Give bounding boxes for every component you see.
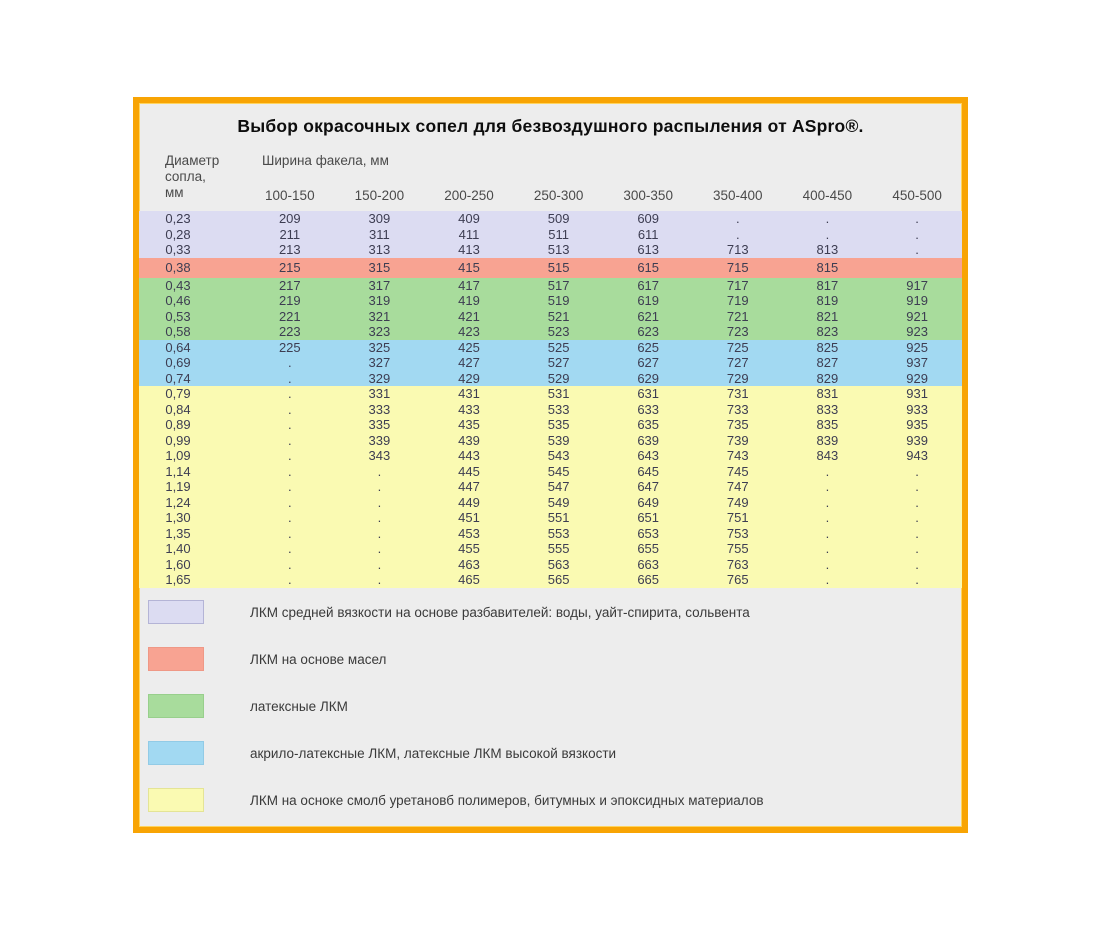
diameter-cell: 0,64 xyxy=(165,339,191,355)
table-cell: 423 xyxy=(458,324,480,340)
table-cell: 529 xyxy=(547,370,570,386)
table-cell: 533 xyxy=(547,401,570,417)
column-header: 350-400 xyxy=(713,187,763,203)
table-cell: 329 xyxy=(368,370,391,386)
table-cell: 935 xyxy=(906,417,928,433)
table-cell: 619 xyxy=(637,293,660,309)
table-cell: . xyxy=(377,556,382,572)
table-cell: 225 xyxy=(278,339,301,355)
diameter-cell: 0,58 xyxy=(165,324,191,340)
table-cell: 655 xyxy=(637,541,660,557)
table-cell: 923 xyxy=(906,324,928,340)
table-cell: . xyxy=(915,556,919,572)
column-header: 400-450 xyxy=(802,187,853,203)
table-cell: 213 xyxy=(278,242,301,258)
table-cell xyxy=(872,258,962,278)
table-row xyxy=(139,340,962,356)
diameter-cell: 0,69 xyxy=(165,355,191,371)
table-row xyxy=(139,448,962,464)
table-cell: 633 xyxy=(637,401,660,417)
table-cell: 325 xyxy=(368,339,391,355)
diameter-cell: 0,53 xyxy=(165,308,191,324)
table-cell: 725 xyxy=(726,339,749,355)
table-cell: . xyxy=(288,541,292,557)
table-cell: 531 xyxy=(547,386,570,402)
row-header-label xyxy=(139,151,245,211)
table-cell: 939 xyxy=(906,432,928,448)
diameter-cell: 1,35 xyxy=(165,525,191,541)
table-cell: . xyxy=(288,386,292,402)
table-row xyxy=(139,510,962,526)
table-cell: 421 xyxy=(458,308,480,324)
diameter-cell: 0,33 xyxy=(165,242,191,258)
diameter-cell: 0,74 xyxy=(165,370,191,386)
table-cell: 831 xyxy=(816,386,839,402)
table-cell: . xyxy=(288,448,292,464)
table-cell: 319 xyxy=(368,293,391,309)
table-cell: . xyxy=(288,494,292,510)
diameter-cell: 1,30 xyxy=(165,510,191,526)
nozzle-chart-card xyxy=(133,97,968,833)
table-cell: 547 xyxy=(547,479,570,495)
table-cell: 753 xyxy=(726,525,749,541)
table-cell: . xyxy=(915,525,919,541)
page-title: Выбор окрасочных сопел для безвоздушного распыления от ASpro®. xyxy=(237,116,864,136)
table-cell: 543 xyxy=(547,448,570,464)
table-row xyxy=(139,371,962,387)
table-cell: 217 xyxy=(278,277,301,293)
table-cell: 621 xyxy=(637,308,660,324)
table-cell: . xyxy=(288,401,292,417)
table-cell: 221 xyxy=(278,308,301,324)
table-cell: 751 xyxy=(726,510,749,526)
table-row xyxy=(139,278,962,294)
col-group-label: Ширина факела, мм xyxy=(262,153,389,168)
table-cell: 721 xyxy=(726,308,749,324)
table-cell: 465 xyxy=(458,572,480,588)
table-row xyxy=(139,258,962,278)
table-cell: . xyxy=(288,432,292,448)
diameter-cell: 1,65 xyxy=(165,572,191,588)
nozzle-table xyxy=(139,151,962,588)
legend-item xyxy=(148,788,962,812)
table-cell: . xyxy=(377,541,382,557)
table-cell: 313 xyxy=(368,242,391,258)
table-cell: 417 xyxy=(458,277,480,293)
table-cell: . xyxy=(915,494,919,510)
table-cell: 723 xyxy=(726,324,749,340)
table-cell: 747 xyxy=(726,479,749,495)
table-cell: 609 xyxy=(637,211,660,227)
table-cell: 549 xyxy=(547,494,570,510)
diameter-cell: 0,46 xyxy=(165,293,191,309)
table-cell: . xyxy=(288,556,292,572)
table-cell: 419 xyxy=(458,293,480,309)
row-header-line: Диаметр xyxy=(165,153,220,168)
legend-item xyxy=(148,741,962,765)
table-cell: . xyxy=(825,479,830,495)
table-cell: 651 xyxy=(637,510,660,526)
table-cell: . xyxy=(377,463,382,479)
table-cell: 413 xyxy=(458,242,480,258)
legend-label: латексные ЛКМ xyxy=(250,698,348,714)
legend-swatch xyxy=(148,788,204,812)
table-cell: 763 xyxy=(726,556,749,572)
legend-item xyxy=(148,694,962,718)
diameter-cell: 0,99 xyxy=(165,432,191,448)
diameter-cell: 0,23 xyxy=(165,211,191,227)
legend-item xyxy=(148,647,962,671)
table-cell: 513 xyxy=(547,242,570,258)
table-cell: 925 xyxy=(906,339,928,355)
table-row xyxy=(139,309,962,325)
table-cell: 515 xyxy=(547,260,570,275)
table-cell: . xyxy=(288,463,292,479)
table-cell: . xyxy=(915,242,919,258)
table-cell: . xyxy=(915,479,919,495)
table-cell: 219 xyxy=(278,293,301,309)
table-cell: 563 xyxy=(547,556,570,572)
column-header: 300-350 xyxy=(623,187,673,203)
table-cell: 411 xyxy=(458,226,480,242)
table-cell: 713 xyxy=(726,242,749,258)
legend-swatch xyxy=(148,647,204,671)
table-cell: . xyxy=(288,572,292,588)
table-cell: 833 xyxy=(816,401,839,417)
table-cell: 823 xyxy=(816,324,839,340)
table-cell: 315 xyxy=(368,260,391,275)
table-cell: 617 xyxy=(637,277,660,293)
table-cell: 321 xyxy=(368,308,391,324)
table-cell: 729 xyxy=(726,370,749,386)
table-cell: . xyxy=(377,510,382,526)
table-header xyxy=(139,151,962,211)
legend xyxy=(148,600,962,812)
table-cell: 835 xyxy=(816,417,839,433)
table-cell: . xyxy=(288,355,292,371)
table-cell: 719 xyxy=(726,293,749,309)
table-cell: 431 xyxy=(458,386,480,402)
legend-label: ЛКМ средней вязкости на основе разбавителей: воды, уайт-спирита, сольвента xyxy=(250,604,750,620)
table-cell: 409 xyxy=(458,211,480,227)
legend-label: ЛКМ на основе масел xyxy=(250,651,387,667)
table-cell: . xyxy=(915,226,919,242)
table-cell: 415 xyxy=(458,260,480,275)
diameter-cell: 1,40 xyxy=(165,541,191,557)
table-cell: 625 xyxy=(637,339,660,355)
table-cell: 649 xyxy=(637,494,660,510)
table-cell: . xyxy=(915,463,919,479)
table-cell: 309 xyxy=(368,211,391,227)
table-cell: 613 xyxy=(637,242,660,258)
table-cell: 611 xyxy=(637,226,659,242)
table-cell: 639 xyxy=(637,432,660,448)
table-cell: . xyxy=(825,525,830,541)
table-cell: . xyxy=(377,525,382,541)
table-cell: . xyxy=(377,572,382,588)
table-cell: 929 xyxy=(906,370,928,386)
table-cell: 745 xyxy=(726,463,749,479)
table-cell: 545 xyxy=(547,463,570,479)
diameter-cell: 0,43 xyxy=(165,277,191,293)
table-cell: 553 xyxy=(547,525,570,541)
table-cell: 943 xyxy=(906,448,928,464)
diameter-cell: 1,19 xyxy=(165,479,191,495)
table-cell: 453 xyxy=(458,525,480,541)
diameter-cell: 0,38 xyxy=(165,260,191,275)
header-label-row xyxy=(139,151,962,183)
table-body xyxy=(139,211,962,588)
table-cell: . xyxy=(288,510,292,526)
table-cell: 327 xyxy=(368,355,391,371)
table-cell: 817 xyxy=(816,277,839,293)
table-row xyxy=(139,417,962,433)
table-cell: 921 xyxy=(906,308,928,324)
table-cell: 623 xyxy=(637,324,660,340)
table-cell: 825 xyxy=(816,339,839,355)
table-cell: 343 xyxy=(368,448,391,464)
table-row xyxy=(139,572,962,588)
table-cell: 933 xyxy=(906,401,928,417)
table-cell: 829 xyxy=(816,370,839,386)
table-cell: 317 xyxy=(368,277,391,293)
table-cell: 631 xyxy=(637,386,660,402)
table-cell: . xyxy=(735,211,740,227)
diameter-cell: 0,28 xyxy=(165,226,191,242)
legend-swatch xyxy=(148,694,204,718)
table-cell: 443 xyxy=(458,448,480,464)
table-cell: 715 xyxy=(726,260,749,275)
table-row xyxy=(139,402,962,418)
legend-label: акрило-латексные ЛКМ, латексные ЛКМ высокой вязкости xyxy=(250,745,617,761)
table-cell: 917 xyxy=(906,277,928,293)
table-cell: 653 xyxy=(637,525,660,541)
table-cell: 733 xyxy=(726,401,749,417)
table-cell: 439 xyxy=(458,432,480,448)
table-cell: 743 xyxy=(726,448,749,464)
table-cell: 323 xyxy=(368,324,391,340)
table-cell: 519 xyxy=(547,293,570,309)
table-cell: . xyxy=(377,494,382,510)
table-cell: . xyxy=(825,510,830,526)
table-cell: 735 xyxy=(726,417,749,433)
table-cell: 215 xyxy=(278,260,301,275)
diameter-cell: 1,09 xyxy=(165,448,191,464)
table-cell: 223 xyxy=(278,324,301,340)
legend-swatch xyxy=(148,741,204,765)
table-cell: 539 xyxy=(547,432,570,448)
table-cell: 525 xyxy=(547,339,570,355)
table-row xyxy=(139,433,962,449)
table-cell: . xyxy=(825,572,830,588)
table-cell: . xyxy=(377,479,382,495)
table-cell: . xyxy=(288,525,292,541)
table-cell: 527 xyxy=(547,355,570,371)
table-cell: . xyxy=(825,463,830,479)
table-cell: 211 xyxy=(279,226,301,242)
table-cell: 555 xyxy=(547,541,570,557)
table-cell: 627 xyxy=(637,355,660,371)
table-cell: 843 xyxy=(816,448,839,464)
table-cell: 919 xyxy=(906,293,928,309)
diameter-cell: 1,24 xyxy=(165,494,191,510)
table-cell: 635 xyxy=(637,417,660,433)
table-cell: 435 xyxy=(458,417,480,433)
table-cell: . xyxy=(825,211,830,227)
table-cell: 425 xyxy=(458,339,480,355)
table-row xyxy=(139,479,962,495)
table-cell: . xyxy=(915,211,919,227)
table-cell: 931 xyxy=(906,386,928,402)
table-cell: 647 xyxy=(637,479,660,495)
table-cell: 523 xyxy=(547,324,570,340)
table-cell: 937 xyxy=(906,355,928,371)
table-cell: 331 xyxy=(368,386,391,402)
table-cell: . xyxy=(825,494,830,510)
table-row xyxy=(139,526,962,542)
table-cell: 335 xyxy=(368,417,391,433)
table-row xyxy=(139,227,962,243)
table-cell: 429 xyxy=(458,370,480,386)
table-cell: 565 xyxy=(547,572,570,588)
table-cell: 749 xyxy=(726,494,749,510)
table-row xyxy=(139,211,962,227)
table-cell: 739 xyxy=(726,432,749,448)
diameter-cell: 1,14 xyxy=(165,463,191,479)
table-row xyxy=(139,557,962,573)
table-row xyxy=(139,541,962,557)
table-cell: 629 xyxy=(637,370,660,386)
row-header-line: сопла, xyxy=(165,169,206,184)
diameter-cell: 0,84 xyxy=(165,401,191,417)
table-cell: 663 xyxy=(637,556,660,572)
table-cell: 765 xyxy=(726,572,749,588)
legend-label: ЛКМ на осноке смолб уретановб полимеров, битумных и эпоксидных материалов xyxy=(250,792,764,808)
table-cell: . xyxy=(825,226,830,242)
row-header-line: мм xyxy=(165,185,184,200)
table-cell: 815 xyxy=(816,260,839,275)
table-cell: 615 xyxy=(637,260,660,275)
table-cell: . xyxy=(735,226,740,242)
table-cell: 511 xyxy=(548,226,569,242)
table-cell: 813 xyxy=(816,242,839,258)
diameter-cell: 0,79 xyxy=(165,386,191,402)
table-cell: 209 xyxy=(278,211,301,227)
table-cell: . xyxy=(288,370,292,386)
table-cell: . xyxy=(288,479,292,495)
table-cell: 551 xyxy=(547,510,570,526)
column-header: 100-150 xyxy=(265,187,315,203)
table-cell: . xyxy=(915,541,919,557)
table-cell: 827 xyxy=(816,355,839,371)
table-cell: . xyxy=(915,510,919,526)
table-cell: 427 xyxy=(458,355,480,371)
column-header-row xyxy=(139,183,962,211)
table-cell: 433 xyxy=(458,401,480,417)
table-cell: 517 xyxy=(547,277,570,293)
table-cell: 645 xyxy=(637,463,660,479)
table-cell: 665 xyxy=(637,572,660,588)
table-cell: 509 xyxy=(547,211,570,227)
table-cell: 819 xyxy=(816,293,839,309)
table-cell: 333 xyxy=(368,401,391,417)
table-cell: 463 xyxy=(458,556,480,572)
table-cell: 339 xyxy=(368,432,391,448)
table-cell: 821 xyxy=(816,308,839,324)
table-row xyxy=(139,242,962,258)
table-cell: 643 xyxy=(637,448,660,464)
table-cell: 535 xyxy=(547,417,570,433)
table-cell: 755 xyxy=(726,541,749,557)
table-cell: 447 xyxy=(458,479,480,495)
table-cell: . xyxy=(288,417,292,433)
column-header: 200-250 xyxy=(444,187,494,203)
table-cell: . xyxy=(825,556,830,572)
legend-swatch xyxy=(148,600,204,624)
table-cell: 521 xyxy=(547,308,570,324)
legend-item xyxy=(148,600,962,624)
table-cell: 727 xyxy=(726,355,749,371)
table-cell: . xyxy=(825,541,830,557)
column-header: 150-200 xyxy=(354,187,405,203)
table-cell: 731 xyxy=(726,386,749,402)
table-cell: 445 xyxy=(458,463,480,479)
table-cell: 451 xyxy=(458,510,480,526)
table-row xyxy=(139,464,962,480)
column-header: 250-300 xyxy=(533,187,584,203)
table-cell: 717 xyxy=(726,277,749,293)
column-header: 450-500 xyxy=(892,187,942,203)
diameter-cell: 1,60 xyxy=(165,556,191,572)
table-row xyxy=(139,495,962,511)
table-row xyxy=(139,386,962,402)
diameter-cell: 0,89 xyxy=(165,417,191,433)
table-cell: 839 xyxy=(816,432,839,448)
table-cell: 455 xyxy=(458,541,480,557)
table-row xyxy=(139,293,962,309)
table-cell: 449 xyxy=(458,494,480,510)
table-row xyxy=(139,355,962,371)
table-row xyxy=(139,324,962,340)
table-cell: . xyxy=(915,572,919,588)
table-cell: 311 xyxy=(369,226,390,242)
